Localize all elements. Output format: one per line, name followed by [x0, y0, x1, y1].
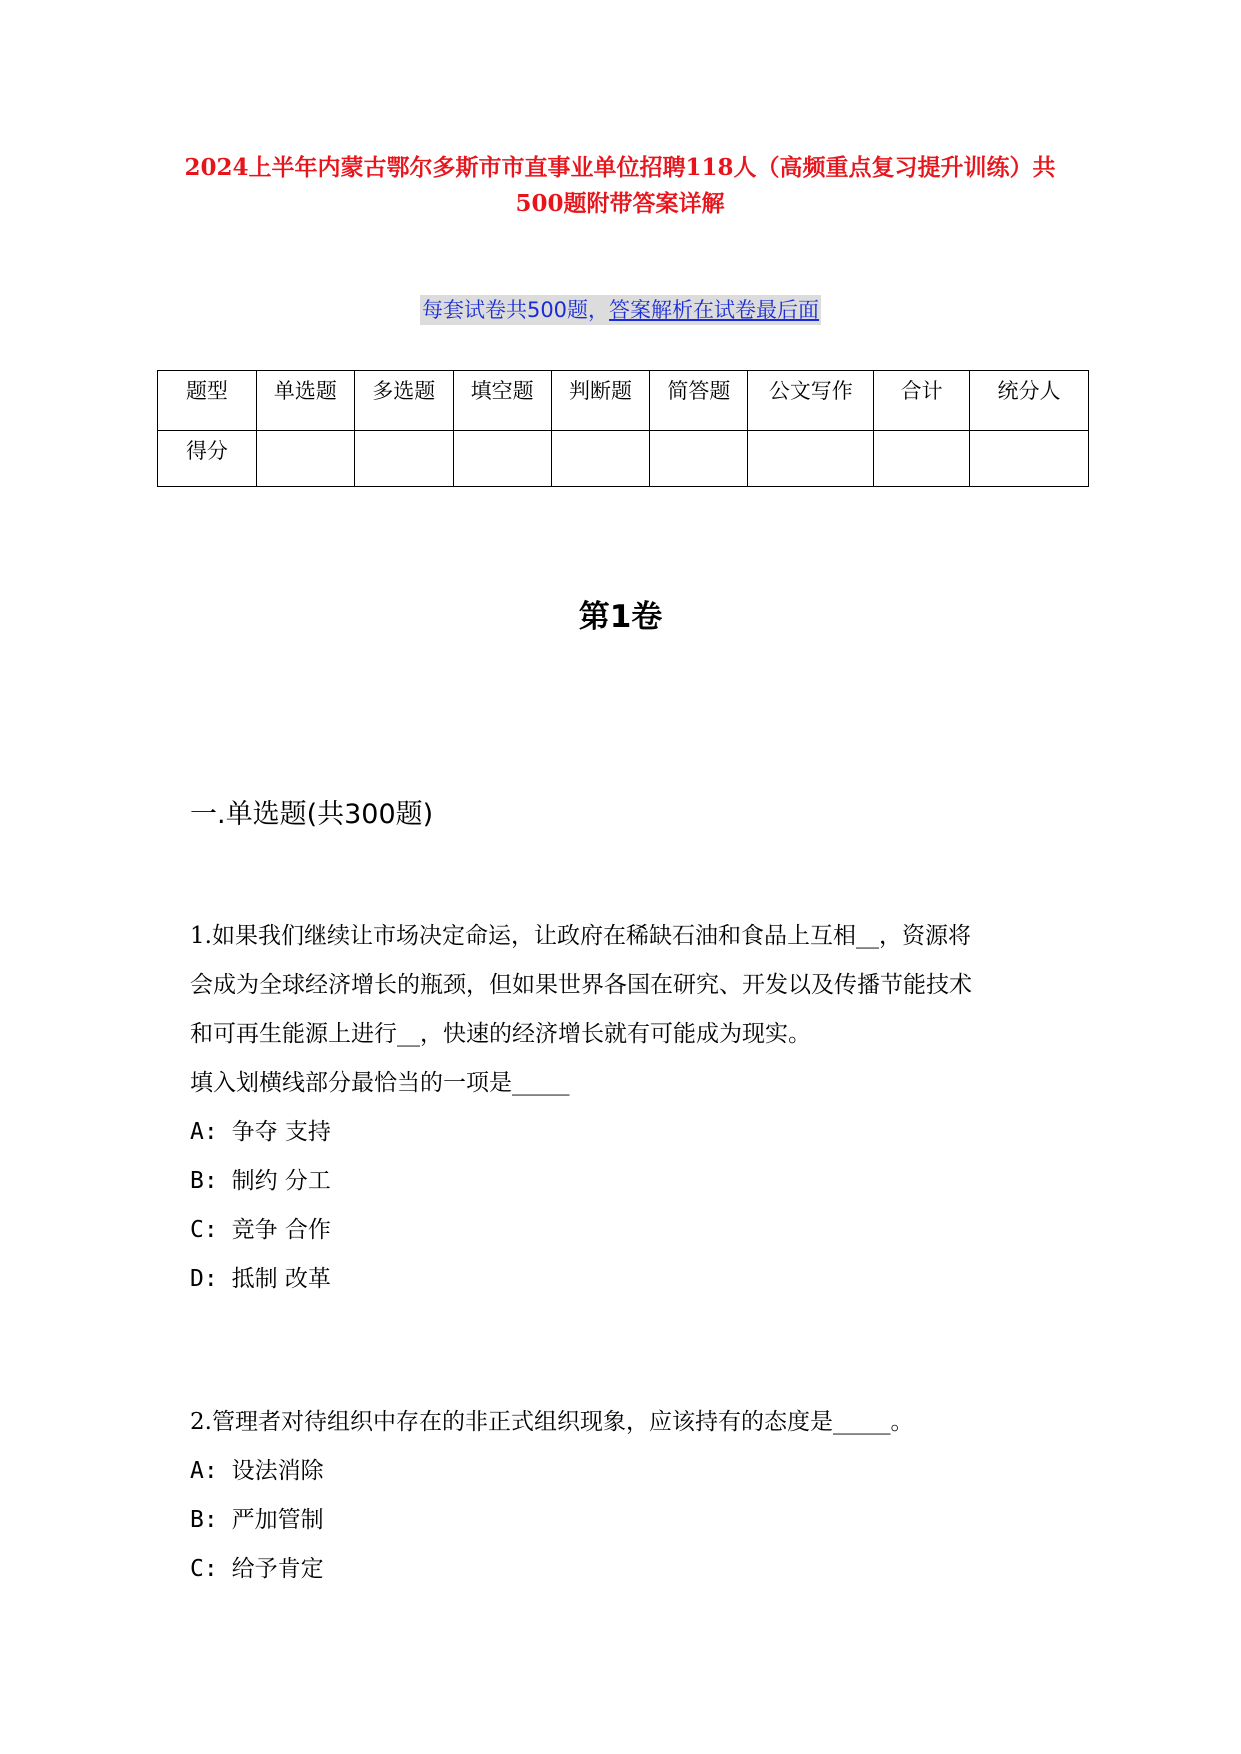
score-cell	[453, 431, 551, 487]
score-cell	[551, 431, 650, 487]
option-text: 制约 分工	[231, 1168, 331, 1194]
score-cell	[256, 431, 354, 487]
question-stem-line: 会成为全球经济增长的瓶颈，但如果世界各国在研究、开发以及传播节能技术	[190, 972, 972, 998]
option-text: 严加管制	[231, 1507, 324, 1533]
option-label: B:	[190, 1168, 218, 1194]
option-d	[190, 1255, 1070, 1304]
subtitle-note	[420, 295, 821, 325]
subtitle-container	[0, 295, 1241, 325]
score-table-header-cell: 填空题	[453, 371, 551, 431]
option-text: 争夺 支持	[231, 1119, 331, 1145]
option-text: 抵制 改革	[231, 1266, 331, 1292]
document-title: 2024上半年内蒙古鄂尔多斯市市直事业单位招聘118人（高频重点复习提升训练）共500题附带答案详解	[184, 154, 1056, 217]
score-cell	[354, 431, 453, 487]
option-label: D:	[190, 1266, 218, 1292]
score-cell	[970, 431, 1089, 487]
score-table-header-cell: 单选题	[256, 371, 354, 431]
score-table-header-cell: 多选题	[354, 371, 453, 431]
score-table-header-cell: 题型	[158, 371, 257, 431]
question-stem-line: 1.如果我们继续让市场决定命运，让政府在稀缺石油和食品上互相__，资源将	[190, 923, 971, 949]
option-label: A:	[190, 1458, 218, 1484]
option-text: 设法消除	[231, 1458, 324, 1484]
score-table-header-cell: 判断题	[551, 371, 650, 431]
option-text: 给予肯定	[231, 1556, 324, 1582]
volume-title: 第1卷	[578, 599, 663, 635]
score-table-header-cell: 简答题	[650, 371, 748, 431]
option-c	[190, 1206, 1070, 1255]
option-label: B:	[190, 1507, 218, 1533]
question-1	[190, 912, 1070, 1304]
subtitle-note-part2: 答案解析在试卷最后面	[609, 298, 820, 322]
score-table-header-row	[158, 371, 1089, 431]
score-table-header-cell: 合计	[874, 371, 970, 431]
score-table	[157, 370, 1089, 487]
question-2	[190, 1398, 1070, 1594]
question-stem-line: 2.管理者对待组织中存在的非正式组织现象，应该持有的态度是_____。	[190, 1409, 914, 1435]
section-title: 一.单选题(共300题)	[190, 799, 434, 830]
option-a	[190, 1447, 1070, 1496]
score-table-header-cell: 公文写作	[748, 371, 874, 431]
option-label: C:	[190, 1217, 218, 1243]
subtitle-note-part1: 每套试卷共500题，	[421, 298, 610, 322]
score-table-header-cell: 统分人	[970, 371, 1089, 431]
score-row-label: 得分	[158, 431, 257, 487]
option-label: C:	[190, 1556, 218, 1582]
option-b	[190, 1496, 1070, 1545]
option-a	[190, 1108, 1070, 1157]
score-cell	[874, 431, 970, 487]
question-stem-line: 和可再生能源上进行__，快速的经济增长就有可能成为现实。	[190, 1021, 811, 1047]
question-prompt: 填入划横线部分最恰当的一项是_____	[190, 1070, 570, 1096]
score-table-score-row	[158, 431, 1089, 487]
option-c	[190, 1545, 1070, 1594]
option-b	[190, 1157, 1070, 1206]
score-cell	[650, 431, 748, 487]
score-cell	[748, 431, 874, 487]
option-label: A:	[190, 1119, 218, 1145]
option-text: 竞争 合作	[231, 1217, 331, 1243]
